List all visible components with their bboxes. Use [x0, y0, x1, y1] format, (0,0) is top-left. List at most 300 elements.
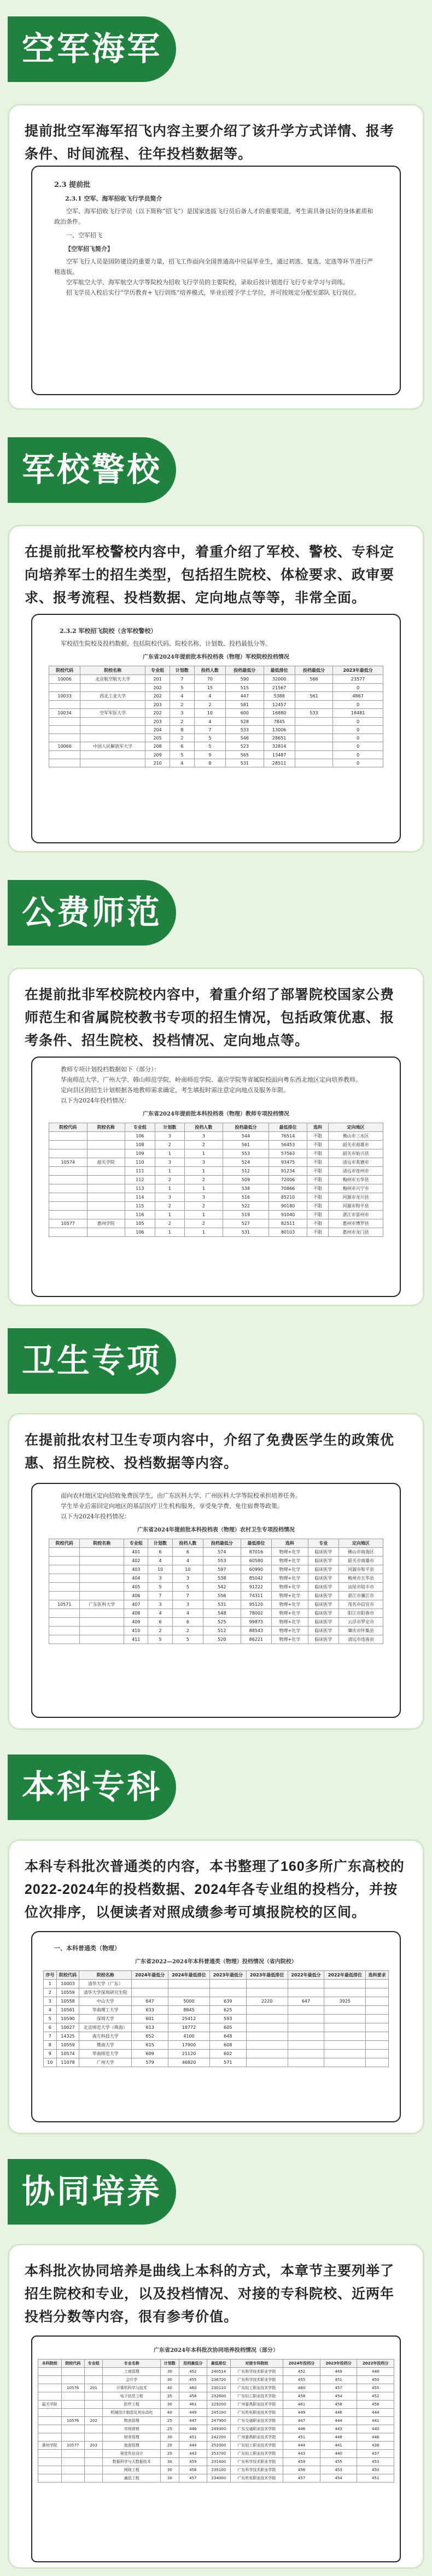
section-description: 本科专科批次普通类的内容，本书整理了160多所广东高校的2022-2024年的投档数据、2024年各专业组的投档分，并按位次排序，以便读者对照成绩参考可填报院校的区间。: [25, 1859, 405, 1920]
table-row: [49, 1158, 383, 1167]
table-cell: 245100: [207, 2409, 231, 2417]
table-cell: [295, 742, 333, 751]
table-cell: 574: [203, 1548, 241, 1557]
table-cell: 247900: [207, 2417, 231, 2425]
table-cell: [61, 2392, 85, 2401]
table-cell: 汕尾市陆丰市: [339, 1583, 383, 1592]
table-cell: 25412: [168, 2015, 210, 2023]
table-header-cell: 投档人数: [185, 1123, 223, 1132]
table-cell: 450: [357, 2466, 394, 2474]
table-cell: 527: [223, 1219, 269, 1228]
table-cell: 451: [357, 2474, 394, 2483]
document-preview: [31, 1931, 401, 2122]
table-cell: [324, 2041, 366, 2050]
table-cell: 北京师范大学（珠海）: [79, 2023, 132, 2032]
table-cell: 湛江市廉江市: [339, 1592, 383, 1600]
table-cell: 不限: [307, 1228, 328, 1237]
table-row: [38, 2376, 394, 2384]
table-cell: 30: [161, 2401, 179, 2409]
table-cell: [49, 751, 80, 759]
table-cell: 18772: [168, 2023, 210, 2032]
table-cell: [49, 726, 80, 734]
doc-line: 教师专项计划投档数据如下（部分）：: [61, 1066, 160, 1073]
table-row: [49, 1167, 383, 1176]
table-cell: 452: [357, 2392, 394, 2401]
table-cell: 市场营销: [103, 2425, 161, 2433]
table-cell: [366, 2041, 389, 2050]
table-cell: 56453: [269, 1141, 307, 1149]
table-cell: 广东轻工职业技术学院: [230, 2442, 283, 2450]
table-cell: 临床医学: [308, 1565, 338, 1574]
table-cell: 2: [185, 1219, 223, 1228]
table-cell: 10574: [49, 1158, 87, 1167]
table-cell: 4: [170, 759, 195, 767]
section-title-pill: [8, 437, 176, 503]
table-cell: [80, 1609, 124, 1618]
table-cell: 531: [226, 759, 264, 767]
table-cell: [80, 1618, 124, 1627]
table-cell: 444: [283, 2442, 320, 2450]
table-cell: 409: [124, 1618, 148, 1627]
table-cell: [324, 2058, 366, 2067]
table-cell: [85, 2368, 103, 2376]
table-cell: [80, 751, 145, 759]
table-cell: [61, 2401, 85, 2409]
table-cell: 物理+化学: [272, 1574, 308, 1583]
table-cell: 物理+化学: [272, 1583, 308, 1592]
table-cell: 0: [333, 742, 383, 751]
table-cell: 459: [179, 2458, 207, 2466]
table-cell: [288, 1980, 324, 1988]
table-row: [49, 1202, 383, 1211]
table-cell: 633: [132, 2006, 168, 2015]
table-cell: 60990: [241, 1565, 271, 1574]
table-cell: 梅州市兴宁市: [329, 1184, 383, 1193]
table-cell: 553: [223, 1149, 269, 1158]
doc-heading: 2.3 提前批: [54, 181, 91, 189]
table-row: [44, 2023, 389, 2032]
table-cell: 533: [226, 726, 264, 734]
table-cell: 647: [288, 1997, 324, 2006]
table-cell: 10: [148, 1565, 172, 1574]
table-cell: 447: [283, 2417, 320, 2425]
table-cell: 512: [203, 1627, 241, 1635]
table-cell: 中山大学: [79, 1997, 132, 2006]
table-cell: 202: [85, 2417, 103, 2425]
table-row: [38, 2425, 394, 2433]
section-title: 卫生专项: [22, 1342, 162, 1380]
table-cell: 106: [125, 1228, 155, 1237]
document-preview: [31, 166, 401, 395]
table-cell: 21567: [264, 684, 295, 692]
table-cell: 449: [320, 2368, 357, 2376]
table-cell: 441: [357, 2417, 394, 2425]
table-header-cell: 院校代码: [56, 1971, 79, 1980]
table-cell: [85, 2458, 103, 2466]
table-cell: 7: [170, 675, 195, 684]
table-cell: 2: [185, 1141, 223, 1149]
table-cell: 广东交通职业技术学院: [230, 2425, 283, 2433]
section-title: 空军海军: [22, 30, 162, 68]
table-cell: [295, 726, 333, 734]
table-cell: 404: [124, 1574, 148, 1583]
table-cell: [61, 2474, 85, 2483]
table-cell: [49, 1149, 87, 1158]
table-cell: 204: [145, 726, 170, 734]
table-cell: 231400: [207, 2458, 231, 2466]
table-cell: 581: [226, 701, 264, 709]
table-cell: 广东轻工职业技术学院: [230, 2384, 283, 2392]
table-cell: [61, 2376, 85, 2384]
table-cell: [49, 1557, 80, 1565]
table-header-cell: 最低排位: [241, 1539, 271, 1548]
data-table: [49, 1123, 383, 1237]
table-cell: 3: [185, 1158, 223, 1167]
table-cell: 物理+化学: [272, 1592, 308, 1600]
table-cell: 449: [179, 2409, 207, 2417]
doc-line: 空军飞行人员是国防建设的重要力量，招飞工作面向全国普通高中应届毕业生，通过初选、复选、定选等环节进行严格选拔。: [54, 258, 373, 275]
section-title-pill: [8, 1755, 176, 1820]
table-cell: [366, 2015, 389, 2023]
table-row: [49, 684, 383, 692]
table-cell: 5: [148, 1583, 172, 1592]
table-cell: 86221: [241, 1635, 271, 1644]
table-cell: 肇庆市怀集县: [339, 1627, 383, 1635]
table-cell: 物理+化学: [272, 1635, 308, 1644]
table-cell: [168, 1980, 210, 1988]
table-cell: [38, 2368, 62, 2376]
table-cell: 548: [203, 1609, 241, 1618]
table-header-cell: 专业组: [125, 1123, 155, 1132]
table-row: [49, 1627, 383, 1635]
section-title: 本科专科: [22, 1768, 162, 1806]
table-cell: 0: [333, 759, 383, 767]
table-cell: 90180: [269, 1202, 307, 1211]
table-cell: 惠州学院: [87, 1219, 125, 1228]
table-cell: 10558: [56, 1997, 79, 2006]
table-cell: 清远市英德市: [329, 1158, 383, 1167]
table-cell: 615: [132, 2041, 168, 2050]
table-cell: [61, 2433, 85, 2442]
table-cell: 10590: [56, 2015, 79, 2023]
table-cell: [61, 2409, 85, 2417]
table-cell: 18481: [333, 709, 383, 718]
table-cell: 6: [170, 742, 195, 751]
table-cell: 广东机电职业技术学院: [230, 2409, 283, 2417]
table-cell: 临床医学: [308, 1627, 338, 1635]
table-cell: 不限: [307, 1132, 328, 1141]
table-cell: 物理+化学: [272, 1600, 308, 1609]
table-cell: 1: [185, 1184, 223, 1193]
table-row: [49, 734, 383, 742]
table-cell: 91040: [269, 1211, 307, 1219]
table-cell: 460: [179, 2384, 207, 2392]
table-cell: 临床医学: [308, 1609, 338, 1618]
table-cell: [87, 1193, 125, 1202]
table-cell: 0: [333, 684, 383, 692]
table-cell: 203: [145, 718, 170, 726]
section-description: 在提前批军校警校内容中，着重介绍了军校、警校、专科定向培养军士的招生类型，包括招生院校、体检要求、政审要求、报考流程、投档数据、定向地点等等，非常全面。: [25, 544, 395, 606]
table-cell: 不限: [307, 1141, 328, 1149]
table-cell: 通信工程: [103, 2474, 161, 2483]
table-cell: 28651: [264, 734, 295, 742]
table-cell: 广东科学技术职业学院: [230, 2376, 283, 2384]
table-cell: 210: [145, 759, 170, 767]
table-cell: 清华大学深圳研究生院: [79, 1988, 132, 1997]
table-cell: 447: [179, 2417, 207, 2425]
table-cell: 电子信息工程: [103, 2392, 161, 2401]
table-cell: 106: [125, 1132, 155, 1141]
table-cell: [295, 759, 333, 767]
table-cell: 542: [203, 1583, 241, 1592]
table-cell: [85, 2409, 103, 2417]
table-cell: [80, 759, 145, 767]
table-row: [44, 1997, 389, 2006]
table-header-cell: 选科: [307, 1123, 328, 1132]
table-cell: 视觉传达设计: [103, 2450, 161, 2458]
table-cell: 203: [85, 2442, 103, 2450]
table-cell: [80, 1583, 124, 1592]
table-cell: 205: [145, 734, 170, 742]
table-cell: 456: [357, 2401, 394, 2409]
table-cell: 1: [155, 1211, 185, 1219]
table-cell: 物理+化学: [272, 1627, 308, 1635]
table-cell: 7: [44, 2032, 57, 2041]
table-cell: 613: [132, 2023, 168, 2032]
table-cell: 12457: [264, 701, 295, 709]
table-cell: 清远市连南县: [339, 1635, 383, 1644]
table-cell: 76514: [269, 1132, 307, 1141]
table-header-cell: 序号: [44, 1971, 57, 1980]
doc-line: 空军、海军招收飞行学员（以下简称“招飞”）是国家选拔飞行员后备人才的重要渠道，考生需具备良好的身体素质和政治条件。: [54, 208, 373, 225]
table-row: [49, 1557, 383, 1565]
doc-line: 华南师范大学、广州大学、韩山师范学院、岭南师范学院、嘉应学院等省属院校面向粤东西北地区定向培养教师。: [61, 1076, 361, 1083]
table-header-cell: 2024年最低分: [132, 1971, 168, 1980]
data-table: [49, 666, 383, 767]
table-cell: 30: [161, 2458, 179, 2466]
table-cell: 444: [357, 2409, 394, 2417]
table-cell: 444: [179, 2442, 207, 2450]
table-cell: [288, 2023, 324, 2032]
table-cell: [366, 1980, 389, 1988]
table-cell: 2: [155, 1141, 185, 1149]
table-cell: 516: [223, 1193, 269, 1202]
table-cell: 清华大学（广东）: [79, 1980, 132, 1988]
table-row: [49, 1141, 383, 1149]
table-cell: 70: [194, 675, 225, 684]
doc-subheading: 2.3.1 空军、海军招收飞行学员简介: [65, 195, 162, 202]
table-row: [49, 1548, 383, 1557]
table-cell: 30: [161, 2474, 179, 2483]
table-row: [49, 742, 383, 751]
table-cell: [87, 1149, 125, 1158]
table-row: [49, 751, 383, 759]
table-row: [49, 1176, 383, 1184]
table-cell: 临床医学: [308, 1557, 338, 1565]
table-cell: 16880: [264, 709, 295, 718]
table-cell: [38, 2409, 62, 2417]
table-cell: [49, 1583, 80, 1592]
doc-heading: 2.3.2 军校招飞院校（含军校警校）: [60, 627, 157, 635]
table-row: [49, 1193, 383, 1202]
table-cell: 10571: [49, 1600, 80, 1609]
table-cell: [80, 701, 145, 709]
table-cell: [85, 2466, 103, 2474]
table-cell: 1: [185, 1167, 223, 1176]
doc-line: 学生毕业后需回定向地区的基层医疗卫生机构服务，享受免学费、免住宿费等政策。: [61, 1503, 283, 1510]
section-card: [8, 104, 424, 410]
table-cell: 639: [209, 1997, 246, 2006]
table-cell: 11078: [56, 2058, 79, 2067]
table-cell: 253700: [207, 2450, 231, 2458]
table-cell: [246, 2050, 288, 2058]
table-cell: 0: [333, 718, 383, 726]
table-cell: 453: [320, 2466, 357, 2474]
table-cell: [324, 1980, 366, 1988]
table-cell: 8: [44, 2041, 57, 2050]
table-cell: 河源市和平县: [339, 1565, 383, 1574]
table-cell: [49, 1609, 80, 1618]
table-header-cell: 投档最低分: [295, 666, 333, 675]
table-cell: 深圳大学: [79, 2015, 132, 2023]
table-cell: [61, 2368, 85, 2376]
table-cell: 95120: [241, 1600, 271, 1609]
table-cell: [324, 2006, 366, 2015]
table-cell: 10574: [56, 2050, 79, 2058]
table-cell: 广东机电职业技术学院: [230, 2474, 283, 2483]
table-header-cell: 院校名称: [80, 1539, 124, 1548]
table-cell: [366, 2023, 389, 2032]
table-cell: 648: [209, 2032, 246, 2041]
table-cell: 565: [226, 751, 264, 759]
table-cell: 广东轻工职业技术学院: [230, 2392, 283, 2401]
table-caption: 广东省2024年提前批本科投档表（物理）军校院校投档情况: [143, 654, 289, 660]
table-cell: 3: [155, 1158, 185, 1167]
table-cell: [49, 718, 80, 726]
table-cell: 15: [194, 684, 225, 692]
table-cell: 561: [295, 692, 333, 701]
table-header-cell: 定向地区: [329, 1123, 383, 1132]
table-cell: 3: [185, 1193, 223, 1202]
table-row: [49, 1149, 383, 1158]
data-table: [49, 1539, 383, 1644]
table-cell: 2220: [246, 1997, 288, 2006]
table-cell: 惠州市龙门县: [329, 1228, 383, 1237]
table-cell: 461: [179, 2401, 207, 2409]
table-cell: 457: [179, 2474, 207, 2483]
table-cell: 597: [203, 1565, 241, 1574]
table-row: [44, 2050, 389, 2058]
table-row: [49, 1592, 383, 1600]
table-row: [38, 2384, 394, 2392]
table-cell: [80, 1627, 124, 1635]
table-cell: 13006: [264, 726, 295, 734]
table-cell: 17900: [168, 2041, 210, 2050]
table-cell: [38, 2433, 62, 2442]
table-cell: 数据科学与大数据技术: [103, 2458, 161, 2466]
table-cell: 32814: [264, 742, 295, 751]
table-cell: [49, 1618, 80, 1627]
table-cell: 不限: [307, 1202, 328, 1211]
table-cell: [38, 2417, 62, 2425]
table-cell: 455: [320, 2458, 357, 2466]
table-cell: 广东科学技术职业学院: [230, 2458, 283, 2466]
table-cell: 5: [172, 1635, 203, 1644]
section-card: [8, 1413, 424, 1730]
table-cell: 74311: [241, 1592, 271, 1600]
table-cell: 458: [283, 2392, 320, 2401]
table-cell: [80, 1548, 124, 1557]
table-cell: [38, 2425, 62, 2433]
table-cell: 4: [172, 1609, 203, 1618]
table-cell: 2: [155, 1219, 185, 1228]
table-cell: 机械设计制造及其自动化: [103, 2409, 161, 2417]
table-cell: 梅州市五华县: [339, 1574, 383, 1583]
table-row: [49, 1635, 383, 1644]
table-row: [49, 1211, 383, 1219]
table-cell: 不限: [307, 1176, 328, 1184]
table-cell: [49, 1635, 80, 1644]
table-cell: [168, 1988, 210, 1997]
table-cell: 115: [125, 1202, 155, 1211]
table-caption: 广东省2024年提前批本科投档表（物理）农村卫生专项投档情况: [137, 1527, 295, 1533]
table-cell: 云浮市罗定市: [339, 1618, 383, 1627]
table-cell: 461: [283, 2401, 320, 2409]
table-row: [38, 2466, 394, 2474]
table-cell: 402: [124, 1557, 148, 1565]
table-cell: [85, 2450, 103, 2458]
doc-line: 【空军招飞简介】: [65, 245, 113, 253]
table-cell: [49, 1211, 87, 1219]
table-cell: 1: [155, 1184, 185, 1193]
table-cell: [38, 2450, 62, 2458]
table-cell: [49, 701, 80, 709]
table-header-cell: 院校代码: [49, 666, 80, 675]
table-cell: 梅州市五华县: [329, 1176, 383, 1184]
table-cell: 525: [203, 1618, 241, 1627]
table-cell: [246, 2032, 288, 2041]
table-cell: [80, 1635, 124, 1644]
table-cell: [87, 1176, 125, 1184]
table-cell: 441: [320, 2442, 357, 2450]
table-cell: 韶关学院: [38, 2401, 62, 2409]
table-cell: 韶关市南雄市: [329, 1141, 383, 1149]
table-cell: 3: [44, 1997, 57, 2006]
table-cell: [288, 2058, 324, 2067]
table-cell: 不限: [307, 1158, 328, 1167]
table-cell: 8: [194, 759, 225, 767]
table-cell: 401: [124, 1548, 148, 1557]
table-cell: 201: [145, 675, 170, 684]
table-cell: 449: [283, 2409, 320, 2417]
table-cell: 561: [223, 1141, 269, 1149]
table-cell: [324, 2032, 366, 2041]
table-cell: 114: [125, 1193, 155, 1202]
table-row: [38, 2417, 394, 2425]
table-cell: 7845: [264, 718, 295, 726]
table-cell: 惠州市博罗县: [329, 1219, 383, 1228]
table-cell: 5000: [168, 1997, 210, 2006]
table-cell: 456: [283, 2466, 320, 2474]
table-cell: 10559: [56, 1988, 79, 1997]
table-cell: 10: [194, 709, 225, 718]
table-cell: [38, 2392, 62, 2401]
table-cell: 4: [170, 692, 195, 701]
table-cell: 4: [172, 1557, 203, 1565]
table-header-cell: 投档人数: [172, 1539, 203, 1548]
table-cell: 30: [161, 2433, 179, 2442]
table-cell: 1: [44, 1980, 57, 1988]
